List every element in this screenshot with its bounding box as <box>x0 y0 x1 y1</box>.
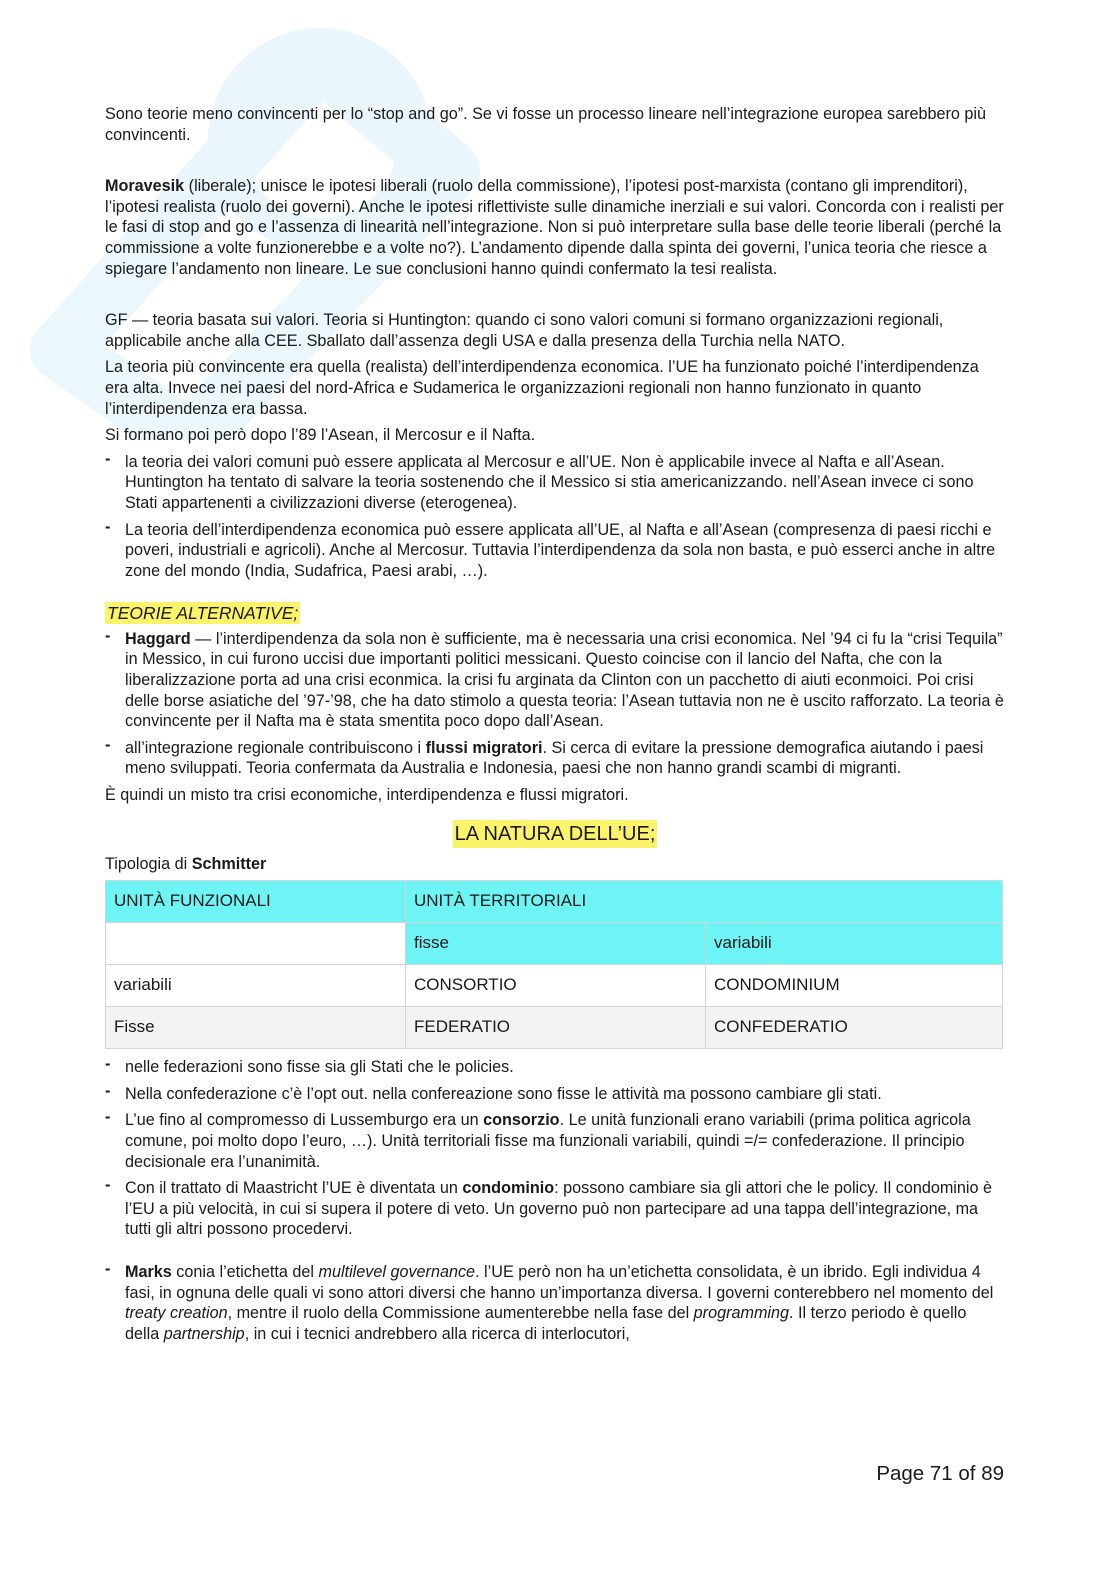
page-number: Page 71 of 89 <box>876 1462 1004 1485</box>
bullet-list-theories <box>105 452 1005 582</box>
condominio-post: : possono cambiare sia gli attori che le policy. Il condominio è l’EU a più velocità, in cui si supera il potere di veto. Un governo può non partecipare ad una tappa dell’integrazione, ma tutti gli altri possono procedervi. <box>125 1179 993 1239</box>
list-item <box>105 1262 1005 1344</box>
paragraph-stop-and-go: Sono teorie meno convincenti per lo “stop and go”. Se vi fosse un processo lineare nell’integrazione europea sarebbero più convincenti. <box>105 105 986 144</box>
marks-italic: programming <box>693 1304 790 1323</box>
moravesik-name: Moravesik <box>105 177 185 196</box>
haggard-text: — l’interdipendenza da sola non è sufficiente, ma è necessaria una crisi economica. Nel ’94 ci fu la “crisi Tequila” in Messico, in cui furono uccisi due importanti politici messicani. Questo coincise con il lancio del Nafta, che con la liberalizzazione porta ad una crisi econmica. la crisi fu arginata da Clinton con un pacchetto di aiuti econmoici. Poi crisi delle borse asiatiche del ’97-’98, che ha dato stimolo a questa teoria: l’Asean tuttavia non ne è uscito rafforzato. La teoria è convincente per il Nafta ma è stata smentita poco dopo dall’Asean. <box>125 629 1004 731</box>
marks-italic: partnership <box>163 1324 245 1343</box>
paragraph-interdipendenza: La teoria più convincente era quella (realista) dell’interdipendenza economica. l’UE ha funzionato poiché l’interdipendenza era alta. Invece nei paesi del nord-Africa e Sudamerica le organizzazioni regionali non hanno funzionato in quanto l’interdipendenza era bassa. <box>105 358 979 418</box>
alternative-heading-text: TEORIE ALTERNATIVE; <box>107 603 299 624</box>
header-territorial: UNITÀ TERRITORIALI <box>406 881 1003 923</box>
cell-consortio: CONSORTIO <box>406 965 706 1007</box>
empty-cell <box>106 923 406 965</box>
table-row <box>106 1007 1003 1049</box>
migration-post: . Si cerca di evitare la pressione demografica aiutando i paesi meno sviluppati. Teoria confermata da Australia e Indonesia, paesi che non hanno grandi scambi di migranti. <box>125 738 984 778</box>
list-item: - La teoria dell’interdipendenza economica può essere applicata all’UE, al Nafta e all’Asean (compresenza di paesi ricchi e poveri, industriali e agricoli). Anche al Mercosur. Tuttavia l’interdipendenza da sola non basta, e può esserci anche in altre zone del mondo (India, Sudafrica, Paesi arabi, …). <box>105 520 1005 582</box>
section-title-natura <box>105 824 1005 854</box>
marks-italic: treaty creation <box>125 1304 228 1323</box>
list-item <box>105 1110 1005 1172</box>
paragraph-gf: GF — teoria basata sui valori. Teoria si Huntington: quando ci sono valori comuni si formano organizzazioni regionali, applicabile anche alla CEE. Sballato dall’assenza degli USA e dalla presenza della Turchia nella NATO. <box>105 311 944 350</box>
sub-variable: variabili <box>706 923 1003 965</box>
migration-bold: flussi migratori <box>425 738 543 757</box>
caption-pre: Tipologia di <box>105 854 192 873</box>
document-page <box>105 104 1005 1350</box>
moravesik-text: (liberale); unisce le ipotesi liberali (ruolo della commissione), l’ipotesi post-marxista (contano gli imprenditori), l’ipotesi realista (ruolo dei governi). Anche le ipotesi riflettiviste sulle dinamiche inerziali e sui valori. Concorda con i realisti per le fasi di stop and go e l’assenza di linearità nell’integrazione. Non si può interpretare sulla base delle teorie liberali (perché la commissione a volte funzionerebbe e a volte no?). L’andamento dipende dalla spinta dei governi, l’unica teoria che riesce a spiegare l’andamento non lineare. Le sue conclusioni hanno quindi confermato la tesi realista. <box>105 177 1004 278</box>
consorzio-bold: consorzio <box>483 1111 560 1130</box>
cell-federatio: FEDERATIO <box>406 1007 706 1049</box>
list-item: - la teoria dei valori comuni può essere applicata al Mercosur e all’UE. Non è applicabile invece al Nafta e all’Asean. Huntington ha tentato di salvare la teoria sostenendo che il Messico si stia americanizzando. nell’Asean invece ci sono Stati appartenenti a civilizzazioni diverse (eterogenea). <box>105 452 1005 514</box>
consorzio-post: . Le unità funzionali erano variabili (prima politica agricola comune, poi molto dopo l’euro, …). Unità territoriali fisse ma funzionali variabili, quindi =/= confederazione. Il principio decisionale era l’unanimità. <box>125 1111 971 1171</box>
marks-text: . l’UE però non ha un’etichetta consolidata, è un ibrido. Egli individua 4 fasi, in ognuna delle quali vi sono attori diversi che hanno un’importanza diversa. I governi conterebbero nel momento del <box>125 1262 994 1302</box>
haggard-name: Haggard <box>125 629 191 648</box>
list-item: - nelle federazioni sono fisse sia gli Stati che le policies. <box>105 1057 1005 1078</box>
consorzio-pre: L’ue fino al compromesso di Lussemburgo era un <box>125 1111 484 1130</box>
bullet-list-marks <box>105 1262 1005 1344</box>
marks-text: , mentre il ruolo della Commissione aumenterebbe nella fase del <box>227 1304 694 1323</box>
natura-title-text: LA NATURA DELL’UE; <box>453 820 658 848</box>
table-row <box>106 923 1003 965</box>
marks-italic: multilevel governance <box>318 1262 476 1281</box>
header-functional: UNITÀ FUNZIONALI <box>106 881 406 923</box>
paragraph-asean-mercosur: Si formano poi però dopo l’89 l’Asean, il Mercosur e il Nafta. <box>105 426 536 445</box>
row-label: Fisse <box>106 1007 406 1049</box>
migration-pre: all’integrazione regionale contribuiscono i <box>125 738 426 757</box>
table-caption <box>105 854 1005 875</box>
list-item <box>105 1178 1005 1240</box>
sub-fixed: fisse <box>406 923 706 965</box>
condominio-pre: Con il trattato di Maastricht l’UE è diventata un <box>125 1179 463 1198</box>
list-item: - Nella confederazione c’è l’opt out. nella confereazione sono fisse le attività ma possono cambiare gli stati. <box>105 1084 1005 1105</box>
paragraph-moravesik <box>105 176 1005 279</box>
schmitter-table <box>105 880 1003 1049</box>
cell-condominium: CONDOMINIUM <box>706 965 1003 1007</box>
marks-text: , in cui i tecnici andrebbero alla ricerca di interlocutori, <box>244 1324 630 1343</box>
marks-text: conia l’etichetta del <box>171 1262 319 1281</box>
table-row <box>106 881 1003 923</box>
list-item <box>105 738 1005 779</box>
bullet-list-alternative <box>105 629 1005 779</box>
row-label: variabili <box>106 965 406 1007</box>
caption-bold: Schmitter <box>191 854 267 873</box>
list-item <box>105 629 1005 732</box>
paragraph-conclusion: È quindi un misto tra crisi economiche, interdipendenza e flussi migratori. <box>105 786 629 805</box>
cell-confederatio: CONFEDERATIO <box>706 1007 1003 1049</box>
section-heading-alternative <box>105 603 1005 625</box>
condominio-bold: condominio <box>462 1179 555 1198</box>
marks-text: . Il terzo periodo è quello della <box>125 1304 967 1343</box>
bullet-list-nature <box>105 1057 1005 1240</box>
table-row <box>106 965 1003 1007</box>
marks-name: Marks <box>125 1262 172 1281</box>
